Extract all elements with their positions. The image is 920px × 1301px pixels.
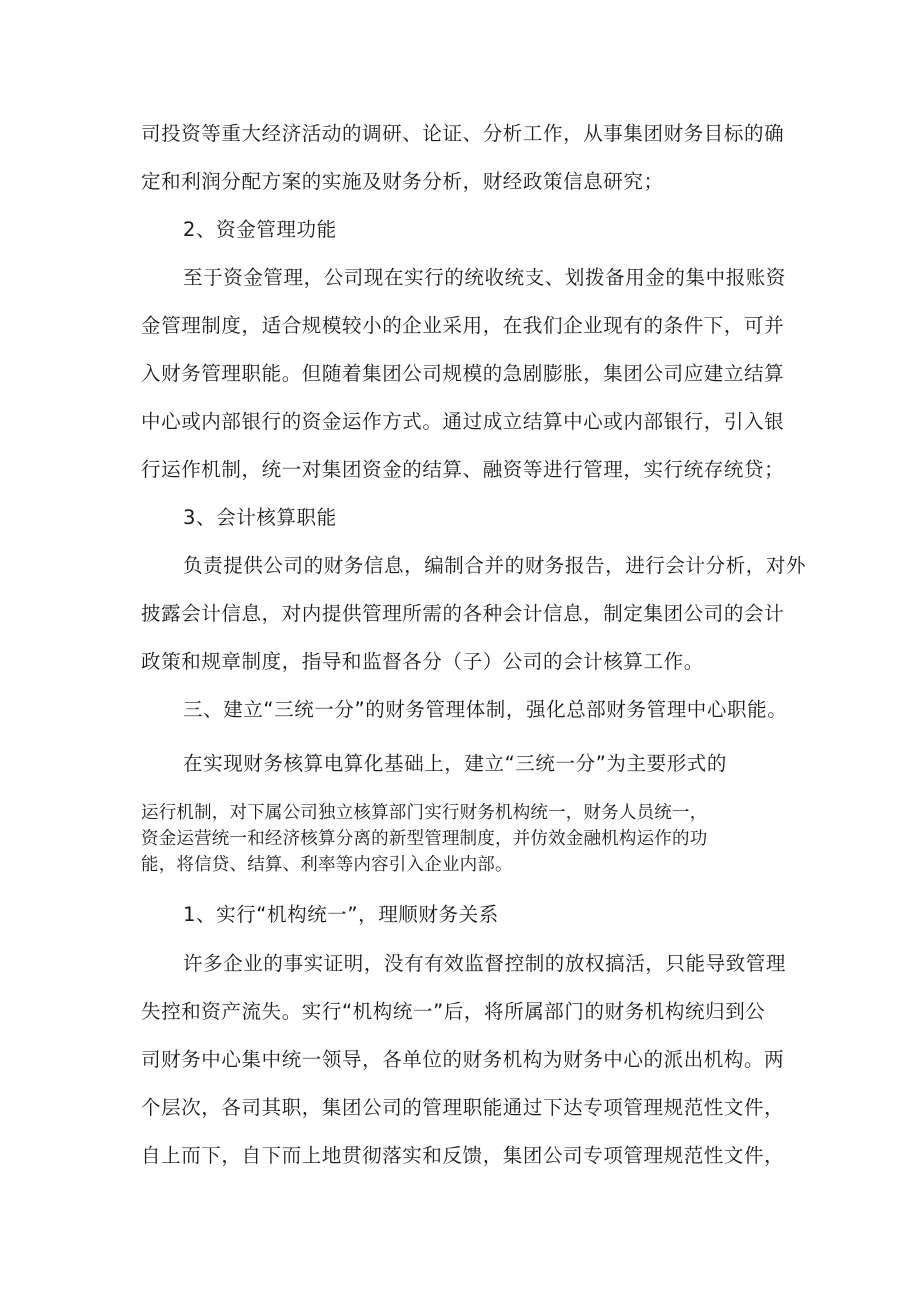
- paragraph-line: 金管理制度，适合规模较小的企业采用，在我们企业现有的条件下，可并: [141, 314, 785, 337]
- paragraph-line: 个层次，各司其职，集团公司的管理职能通过下达专项管理规范性文件，: [141, 1096, 785, 1119]
- paragraph-line: 司财务中心集中统一领导，各单位的财务机构为财务中心的派出机构。两: [141, 1048, 785, 1071]
- paragraph-line: 入财务管理职能。但随着集团公司规模的急剧膨胀，集团公司应建立结算: [141, 362, 785, 385]
- paragraph-line: 在实现财务核算电算化基础上，建立“三统一分”为主要形式的: [183, 752, 728, 775]
- paragraph-line: 定和利润分配方案的实施及财务分析，财经政策信息研究；: [141, 170, 664, 193]
- paragraph-line: 失控和资产流失。实行“机构统一”后，将所属部门的财务机构统归到公: [141, 1000, 766, 1023]
- paragraph-line: 至于资金管理，公司现在实行的统收统支、划拨备用金的集中报账资: [183, 266, 787, 289]
- paragraph-line: 行运作机制，统一对集团资金的结算、融资等进行管理，实行统存统贷；: [141, 458, 785, 481]
- paragraph-line: 司投资等重大经济活动的调研、论证、分析工作，从事集团财务目标的确: [141, 122, 785, 145]
- paragraph-line: 能，将信贷、结算、利率等内容引入企业内部。: [141, 855, 513, 875]
- paragraph-line: 政策和规章制度，指导和监督各分（子）公司的会计核算工作。: [141, 650, 704, 673]
- section-heading: 2、资金管理功能: [183, 218, 337, 241]
- paragraph-line: 运行机制，对下属公司独立核算部门实行财务机构统一，财务人员统一，: [141, 803, 708, 823]
- paragraph-line: 负责提供公司的财务信息，编制合并的财务报告，进行会计分析，对外: [183, 554, 807, 577]
- section-heading: 3、会计核算职能: [183, 506, 337, 529]
- section-heading: 三、建立“三统一分”的财务管理体制，强化总部财务管理中心职能。: [183, 698, 788, 721]
- section-heading: 1、实行“机构统一”，理顺财务关系: [183, 903, 499, 926]
- paragraph-line: 自上而下，自下而上地贯彻落实和反馈，集团公司专项管理规范性文件，: [141, 1144, 785, 1167]
- paragraph-line: 中心或内部银行的资金运作方式。通过成立结算中心或内部银行，引入银: [141, 410, 785, 433]
- paragraph-line: 资金运营统一和经济核算分离的新型管理制度，并仿效金融机构运作的功: [141, 829, 708, 849]
- paragraph-line: 许多企业的事实证明，没有有效监督控制的放权搞活，只能导致管理: [183, 952, 787, 975]
- paragraph-line: 披露会计信息，对内提供管理所需的各种会计信息，制定集团公司的会计: [141, 602, 785, 625]
